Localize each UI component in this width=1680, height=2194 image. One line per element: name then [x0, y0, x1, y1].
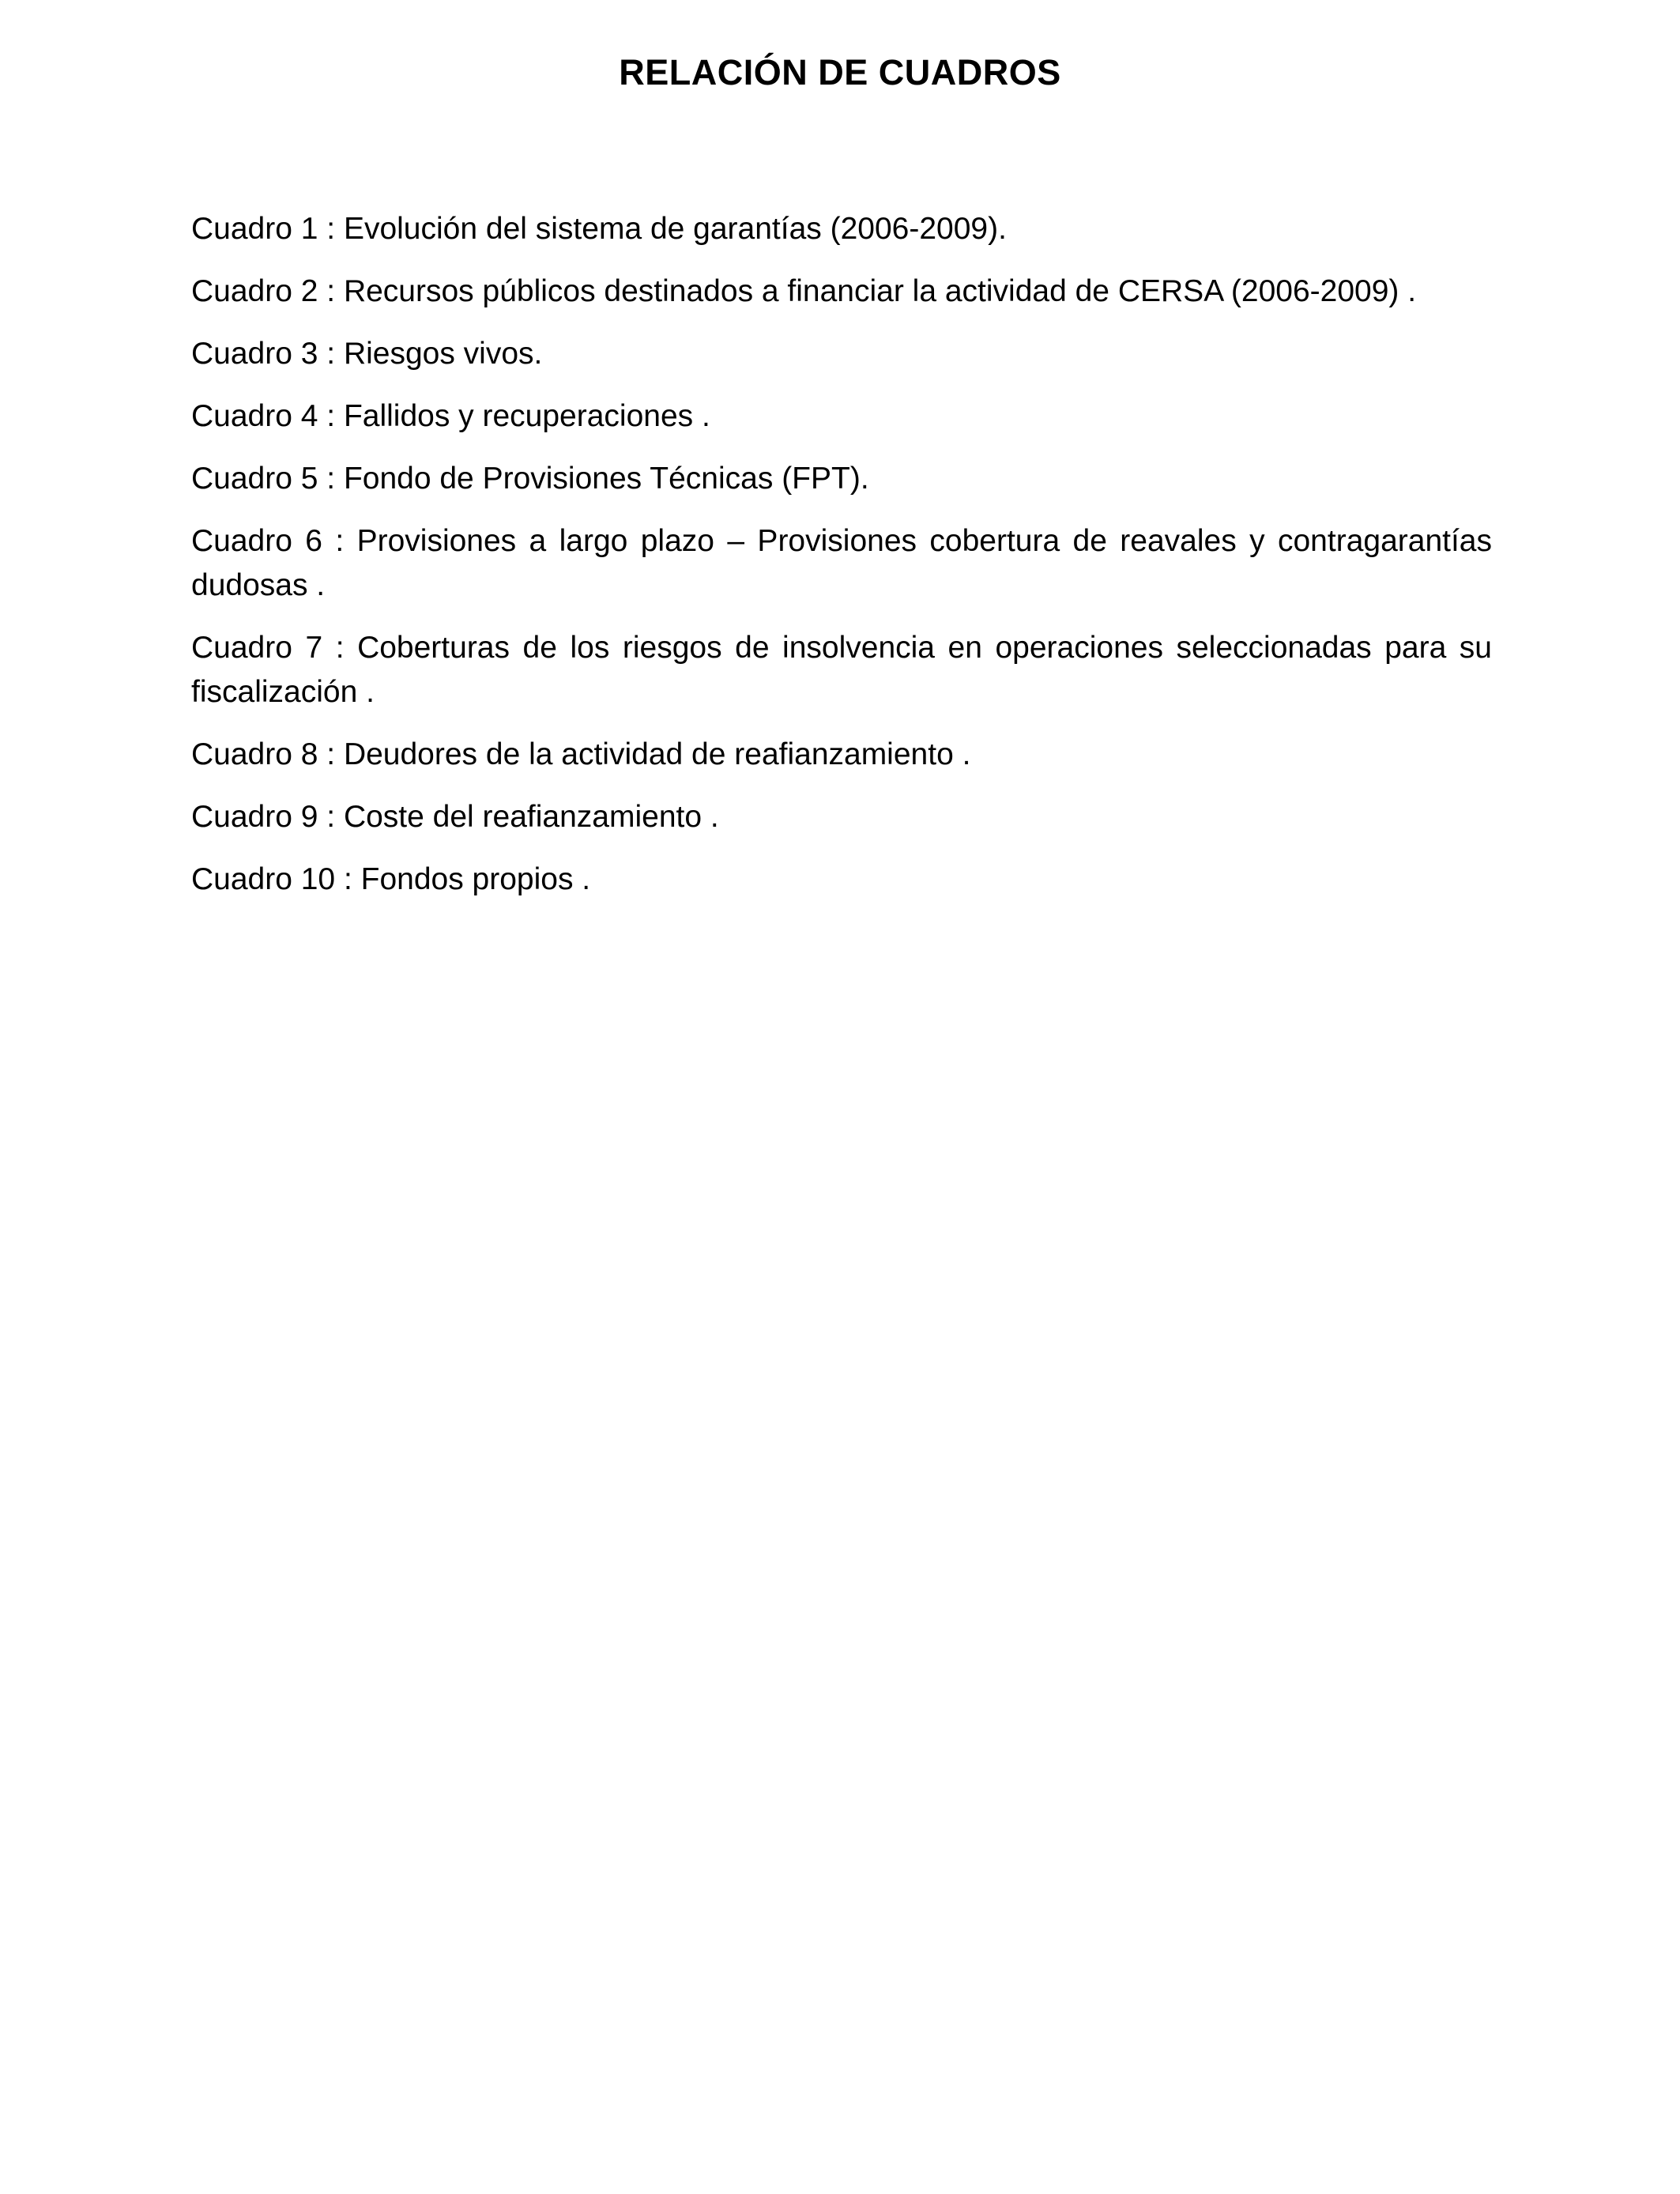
list-item-cuadro-5: Cuadro 5 : Fondo de Provisiones Técnicas (FPT).: [191, 462, 869, 496]
list-item-cuadro-8: Cuadro 8 : Deudores de la actividad de reafianzamiento .: [191, 737, 971, 771]
list-item-cuadro-3: Cuadro 3 : Riesgos vivos.: [191, 337, 543, 371]
list-item-cuadro-1: Cuadro 1 : Evolución del sistema de garantías (2006-2009).: [191, 212, 1007, 246]
list-item-cuadro-9: Cuadro 9 : Coste del reafianzamiento .: [191, 800, 719, 834]
list-item-cuadro-10: Cuadro 10 : Fondos propios .: [191, 862, 591, 896]
list-item-cuadro-2: Cuadro 2 : Recursos públicos destinados a financiar la actividad de CERSA (2006-2009) .: [191, 274, 1417, 308]
page-title: RELACIÓN DE CUADROS: [619, 52, 1061, 92]
list-item-cuadro-6: Cuadro 6 : Provisiones a largo plazo – Provisiones cobertura de reavales y contragarantías dudosas .: [191, 524, 1492, 602]
table-list: [191, 207, 1492, 920]
list-item-cuadro-7: Cuadro 7 : Coberturas de los riesgos de insolvencia en operaciones seleccionadas para su fiscalización .: [191, 631, 1492, 709]
list-item-cuadro-4: Cuadro 4 : Fallidos y recuperaciones .: [191, 399, 710, 433]
